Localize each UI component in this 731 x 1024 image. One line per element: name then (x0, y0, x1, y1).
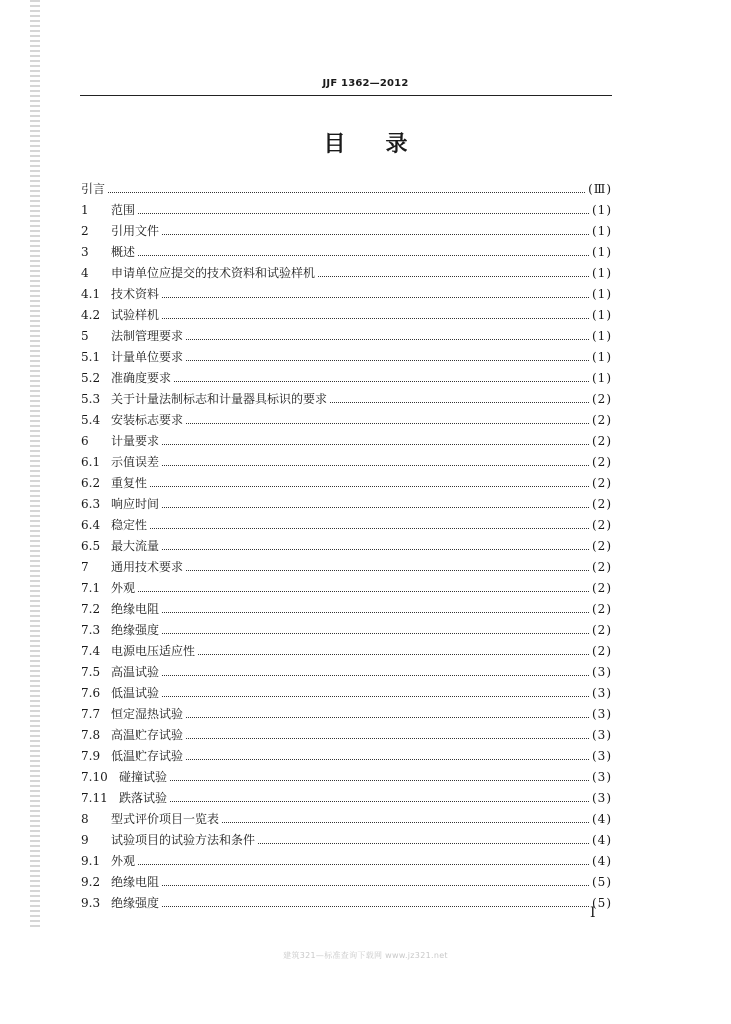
toc-entry-label: 低温试验 (111, 686, 160, 700)
document-code-header: JJF 1362—2012 (322, 78, 409, 89)
toc-entry[interactable] (81, 681, 612, 702)
toc-entry-number: 5.1 (81, 350, 101, 364)
toc-entry-page: (2) (592, 455, 612, 469)
toc-entry-label: 高温贮存试验 (111, 728, 184, 742)
toc-entry-number: 7 (81, 560, 89, 574)
toc-entry-page: (2) (592, 434, 612, 448)
toc-dot-leader (162, 549, 589, 550)
toc-entry[interactable] (81, 366, 612, 387)
toc-entry-label: 计量单位要求 (111, 350, 184, 364)
toc-dot-leader (222, 822, 589, 823)
toc-entry[interactable] (81, 513, 612, 534)
toc-dot-leader (186, 339, 589, 340)
toc-entry-label: 关于计量法制标志和计量器具标识的要求 (111, 392, 328, 406)
toc-entry[interactable] (81, 723, 612, 744)
toc-entry-number: 4.1 (81, 287, 101, 301)
toc-entry-label: 稳定性 (111, 518, 148, 532)
toc-entry-number: 5.3 (81, 392, 101, 406)
toc-entry[interactable] (81, 828, 612, 849)
toc-dot-leader (162, 612, 589, 613)
toc-entry-page: (1) (592, 350, 612, 364)
toc-entry-number: 9 (81, 833, 89, 847)
toc-entry-label: 绝缘电阻 (111, 875, 160, 889)
toc-entry-number: 7.6 (81, 686, 101, 700)
toc-entry[interactable] (81, 870, 612, 891)
toc-entry-label: 碰撞试验 (119, 770, 168, 784)
toc-dot-leader (186, 360, 589, 361)
toc-entry-page: (3) (592, 665, 612, 679)
toc-entry-label: 范围 (111, 203, 136, 217)
toc-entry[interactable] (81, 660, 612, 681)
toc-entry-page: (1) (592, 266, 612, 280)
toc-entry[interactable] (81, 744, 612, 765)
toc-entry-number: 2 (81, 224, 89, 238)
toc-entry[interactable] (81, 471, 612, 492)
toc-entry-number: 4.2 (81, 308, 101, 322)
toc-entry-number: 7.2 (81, 602, 101, 616)
watermark: 建筑321—标准查询下载网 www.jz321.net (283, 951, 448, 960)
toc-entry-page: (Ⅲ) (588, 182, 612, 196)
toc-dot-leader (162, 633, 589, 634)
toc-dot-leader (138, 255, 589, 256)
toc-entry-label: 法制管理要求 (111, 329, 184, 343)
toc-entry-number: 7.4 (81, 644, 101, 658)
toc-entry[interactable] (81, 618, 612, 639)
toc-entry-page: (1) (592, 308, 612, 322)
toc-entry-label: 重复性 (111, 476, 148, 490)
toc-dot-leader (138, 213, 589, 214)
toc-entry-page: (3) (592, 707, 612, 721)
toc-dot-leader (162, 507, 589, 508)
page-number: I (590, 905, 596, 921)
toc-entry-page: (3) (592, 791, 612, 805)
toc-dot-leader (162, 444, 589, 445)
toc-entry[interactable] (81, 450, 612, 471)
toc-entry-label: 外观 (111, 581, 136, 595)
toc-entry[interactable] (81, 219, 612, 240)
toc-entry-number: 7.8 (81, 728, 101, 742)
toc-entry-label: 高温试验 (111, 665, 160, 679)
toc-entry-label: 计量要求 (111, 434, 160, 448)
toc-dot-leader (162, 465, 589, 466)
toc-entry[interactable] (81, 282, 612, 303)
toc-entry-page: (4) (592, 812, 612, 826)
toc-entry-label: 电源电压适应性 (111, 644, 196, 658)
toc-entry-number: 9.2 (81, 875, 101, 889)
toc-entry[interactable] (81, 492, 612, 513)
toc-entry-page: (3) (592, 728, 612, 742)
toc-entry-page: (2) (592, 497, 612, 511)
toc-entry-page: (2) (592, 518, 612, 532)
toc-entry-number: 6.2 (81, 476, 101, 490)
toc-entry-label: 安装标志要求 (111, 413, 184, 427)
toc-dot-leader (162, 297, 589, 298)
toc-dot-leader (318, 276, 589, 277)
toc-entry-number: 6.5 (81, 539, 101, 553)
toc-entry-page: (2) (592, 581, 612, 595)
toc-dot-leader (108, 192, 585, 193)
toc-dot-leader (150, 486, 589, 487)
toc-entry-label: 申请单位应提交的技术资料和试验样机 (111, 266, 316, 280)
toc-entry-label: 绝缘强度 (111, 623, 160, 637)
toc-dot-leader (162, 675, 589, 676)
toc-dot-leader (138, 591, 589, 592)
toc-entry-label: 通用技术要求 (111, 560, 184, 574)
toc-entry-label: 恒定湿热试验 (111, 707, 184, 721)
toc-dot-leader (162, 906, 589, 907)
toc-entry-page: (2) (592, 602, 612, 616)
toc-entry-label: 低温贮存试验 (111, 749, 184, 763)
toc-dot-leader (170, 780, 589, 781)
toc-entry-number: 5.2 (81, 371, 101, 385)
toc-entry-page: (2) (592, 413, 612, 427)
toc-entry[interactable] (81, 387, 612, 408)
toc-entry[interactable] (81, 576, 612, 597)
toc-entry-number: 5.4 (81, 413, 101, 427)
toc-entry[interactable] (81, 324, 612, 345)
toc-dot-leader (186, 738, 589, 739)
toc-entry-number: 9.1 (81, 854, 101, 868)
toc-entry[interactable] (81, 240, 612, 261)
toc-entry-page: (2) (592, 644, 612, 658)
toc-entry[interactable] (81, 261, 612, 282)
toc-entry-page: (1) (592, 329, 612, 343)
toc-dot-leader (162, 696, 589, 697)
toc-entry-label: 绝缘电阻 (111, 602, 160, 616)
toc-entry-number: 6.1 (81, 455, 101, 469)
toc-entry-page: (2) (592, 539, 612, 553)
toc-entry-page: (4) (592, 833, 612, 847)
toc-dot-leader (162, 885, 589, 886)
toc-entry[interactable] (81, 807, 612, 828)
toc-entry-page: (3) (592, 770, 612, 784)
toc-dot-leader (198, 654, 589, 655)
toc-entry-page: (2) (592, 476, 612, 490)
toc-entry-label: 概述 (111, 245, 136, 259)
toc-entry-label: 引言 (81, 182, 106, 196)
toc-dot-leader (186, 717, 589, 718)
toc-dot-leader (258, 843, 589, 844)
toc-dot-leader (174, 381, 589, 382)
toc-entry-label: 响应时间 (111, 497, 160, 511)
toc-entry-number: 6 (81, 434, 89, 448)
toc-entry-page: (2) (592, 392, 612, 406)
toc-entry-label: 准确度要求 (111, 371, 172, 385)
toc-entry[interactable] (81, 597, 612, 618)
toc-entry-number: 7.7 (81, 707, 101, 721)
toc-entry-label: 型式评价项目一览表 (111, 812, 220, 826)
toc-entry-label: 最大流量 (111, 539, 160, 553)
toc-entry-number: 1 (81, 203, 89, 217)
toc-entry[interactable] (81, 177, 612, 198)
toc-entry-label: 技术资料 (111, 287, 160, 301)
toc-entry-number: 7.1 (81, 581, 101, 595)
toc-entry-number: 7.5 (81, 665, 101, 679)
toc-entry-number: 8 (81, 812, 89, 826)
table-of-contents (81, 177, 612, 912)
toc-dot-leader (138, 864, 589, 865)
toc-entry-number: 4 (81, 266, 89, 280)
toc-dot-leader (150, 528, 589, 529)
toc-entry-number: 6.3 (81, 497, 101, 511)
toc-entry-number: 7.11 (81, 791, 108, 805)
toc-entry-page: (2) (592, 623, 612, 637)
toc-entry[interactable] (81, 639, 612, 660)
toc-entry-number: 9.3 (81, 896, 101, 910)
toc-dot-leader (186, 570, 589, 571)
toc-entry-page: (1) (592, 203, 612, 217)
header-rule (80, 95, 612, 96)
toc-entry-page: (1) (592, 287, 612, 301)
toc-entry-page: (2) (592, 560, 612, 574)
toc-entry-page: (3) (592, 686, 612, 700)
toc-entry-label: 示值误差 (111, 455, 160, 469)
toc-entry[interactable] (81, 555, 612, 576)
toc-entry[interactable] (81, 408, 612, 429)
toc-entry[interactable] (81, 765, 612, 786)
toc-entry-number: 5 (81, 329, 89, 343)
toc-entry-page: (5) (592, 896, 612, 910)
toc-dot-leader (330, 402, 589, 403)
toc-entry[interactable] (81, 849, 612, 870)
toc-entry-label: 试验项目的试验方法和条件 (111, 833, 256, 847)
toc-entry-page: (5) (592, 875, 612, 889)
toc-dot-leader (162, 234, 589, 235)
toc-entry-page: (4) (592, 854, 612, 868)
toc-entry-number: 7.10 (81, 770, 108, 784)
toc-entry[interactable] (81, 534, 612, 555)
toc-dot-leader (186, 759, 589, 760)
toc-entry-page: (1) (592, 371, 612, 385)
toc-title: 目录 (323, 132, 448, 157)
toc-entry-label: 跌落试验 (119, 791, 168, 805)
toc-entry-label: 引用文件 (111, 224, 160, 238)
toc-entry-label: 绝缘强度 (111, 896, 160, 910)
toc-entry[interactable] (81, 429, 612, 450)
toc-entry-page: (3) (592, 749, 612, 763)
toc-entry[interactable] (81, 303, 612, 324)
toc-entry[interactable] (81, 891, 612, 912)
toc-entry-page: (1) (592, 224, 612, 238)
toc-entry[interactable] (81, 198, 612, 219)
toc-dot-leader (162, 318, 589, 319)
toc-entry-page: (1) (592, 245, 612, 259)
toc-entry-number: 3 (81, 245, 89, 259)
toc-entry[interactable] (81, 345, 612, 366)
toc-entry-label: 外观 (111, 854, 136, 868)
toc-entry-number: 6.4 (81, 518, 101, 532)
toc-entry-number: 7.3 (81, 623, 101, 637)
toc-entry-number: 7.9 (81, 749, 101, 763)
toc-dot-leader (170, 801, 589, 802)
toc-entry[interactable] (81, 702, 612, 723)
toc-entry[interactable] (81, 786, 612, 807)
toc-entry-label: 试验样机 (111, 308, 160, 322)
toc-dot-leader (186, 423, 589, 424)
